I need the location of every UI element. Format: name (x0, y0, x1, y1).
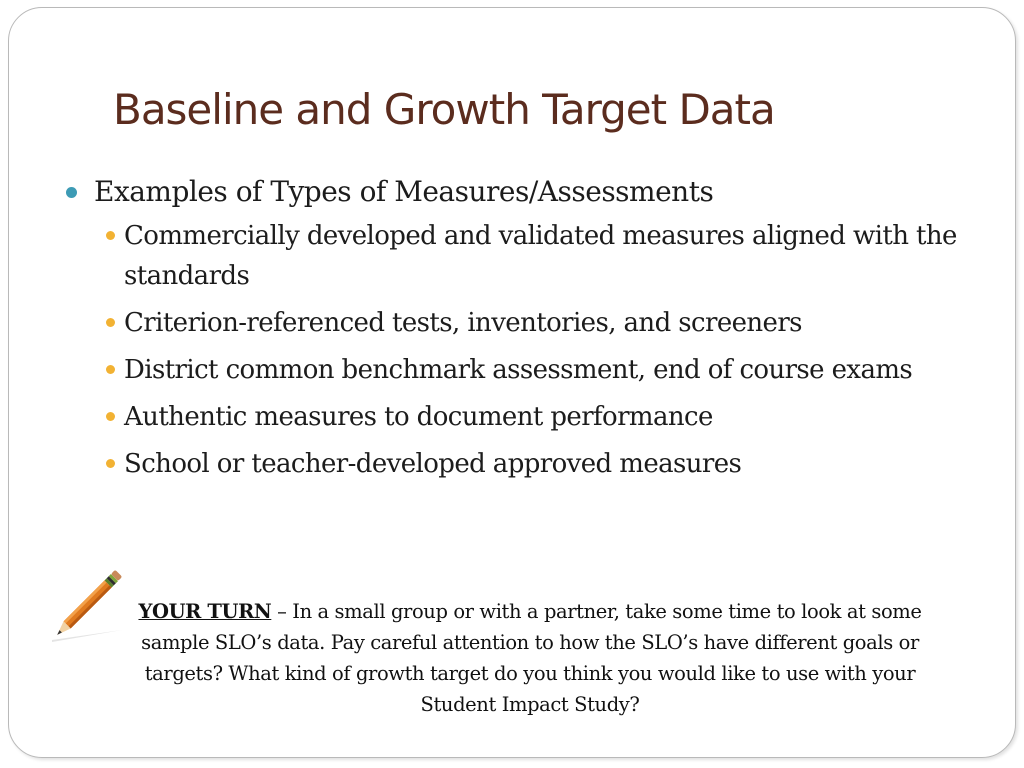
slide-title: Baseline and Growth Target Data (113, 85, 775, 134)
sub-bullet-item (106, 397, 964, 437)
sub-bullet-dot (106, 459, 115, 468)
sub-bullet-item (106, 444, 964, 484)
sub-bullet-text: Criterion-referenced tests, inventories, and screeners (124, 308, 802, 338)
sub-bullet-text: Authentic measures to document performance (124, 402, 713, 432)
sub-bullet-list (62, 216, 962, 484)
sub-bullet-dot (106, 412, 115, 421)
sub-bullet-text: District common benchmark assessment, end of course exams (124, 355, 913, 385)
sub-bullet-item (106, 303, 964, 343)
sub-bullet-text: School or teacher-developed approved measures (124, 449, 742, 479)
main-bullet-text: Examples of Types of Measures/Assessments (94, 175, 714, 208)
your-turn-text: – In a small group or with a partner, take some time to look at some sample SLO’s data. Pay careful attention to how the SLO’s have different goals or targets? What kind of growth target do you think you would like to use with your Student Impact Study? (141, 600, 922, 716)
slide-content (62, 172, 962, 491)
your-turn-prompt (120, 596, 940, 720)
sub-bullet-item (106, 216, 964, 296)
sub-bullet-dot (106, 231, 115, 240)
sub-bullet-item (106, 350, 964, 390)
main-bullet (62, 172, 962, 212)
your-turn-label: YOUR TURN (138, 600, 272, 623)
sub-bullet-dot (106, 318, 115, 327)
sub-bullet-text: Commercially developed and validated measures aligned with the standards (124, 221, 957, 291)
sub-bullet-dot (106, 365, 115, 374)
main-bullet-dot (66, 187, 77, 198)
